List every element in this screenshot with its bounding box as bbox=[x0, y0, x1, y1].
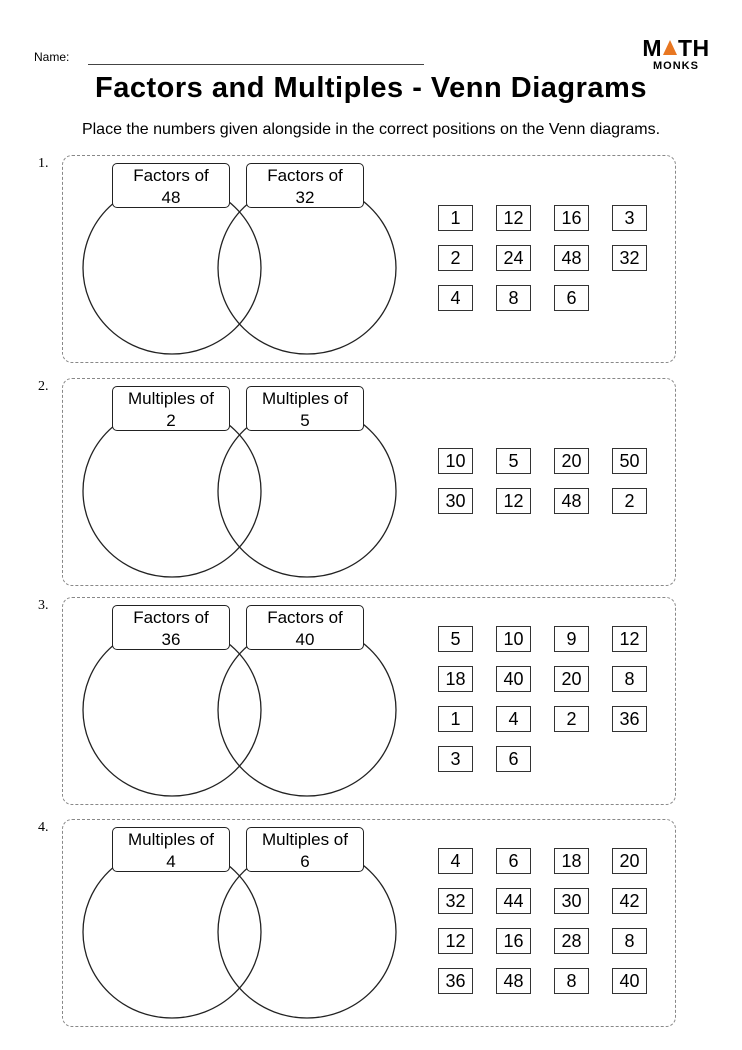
logo-text-right: TH bbox=[678, 35, 710, 61]
number-tile[interactable]: 3 bbox=[612, 205, 647, 231]
set-label-text: Factors of bbox=[133, 166, 209, 185]
number-tile[interactable]: 48 bbox=[554, 488, 589, 514]
question-2-panel bbox=[62, 378, 676, 586]
set-label-left bbox=[112, 163, 230, 208]
number-tile[interactable]: 36 bbox=[438, 968, 473, 994]
instructions: Place the numbers given alongside in the correct positions on the Venn diagrams. bbox=[81, 121, 661, 138]
set-label-number: 4 bbox=[166, 852, 176, 871]
number-tile[interactable]: 48 bbox=[554, 245, 589, 271]
number-tile[interactable]: 16 bbox=[496, 928, 531, 954]
number-tile[interactable]: 4 bbox=[438, 848, 473, 874]
number-tile[interactable]: 4 bbox=[438, 285, 473, 311]
set-label-number: 5 bbox=[300, 411, 310, 430]
logo-text-left: M bbox=[642, 35, 662, 61]
set-label-number: 2 bbox=[166, 411, 176, 430]
set-label-right bbox=[246, 827, 364, 872]
set-label-text: Multiples of bbox=[262, 830, 348, 849]
set-label-text: Multiples of bbox=[128, 830, 214, 849]
set-label-right bbox=[246, 386, 364, 431]
number-tile[interactable]: 5 bbox=[438, 626, 473, 652]
set-label-text: Multiples of bbox=[128, 389, 214, 408]
set-label-text: Multiples of bbox=[262, 389, 348, 408]
number-tile[interactable]: 30 bbox=[438, 488, 473, 514]
set-label-left bbox=[112, 386, 230, 431]
page-title: Factors and Multiples - Venn Diagrams bbox=[95, 72, 647, 104]
number-tile[interactable]: 1 bbox=[438, 706, 473, 732]
number-tile[interactable]: 4 bbox=[496, 706, 531, 732]
number-tile[interactable]: 36 bbox=[612, 706, 647, 732]
number-tile[interactable]: 8 bbox=[612, 928, 647, 954]
number-tile[interactable]: 9 bbox=[554, 626, 589, 652]
number-tile[interactable]: 3 bbox=[438, 746, 473, 772]
set-label-left bbox=[112, 605, 230, 650]
set-label-text: Factors of bbox=[267, 166, 343, 185]
number-tile[interactable]: 10 bbox=[438, 448, 473, 474]
number-tile[interactable]: 42 bbox=[612, 888, 647, 914]
set-label-number: 6 bbox=[300, 852, 310, 871]
set-label-text: Factors of bbox=[267, 608, 343, 627]
question-number: 3. bbox=[38, 598, 49, 613]
number-tile[interactable]: 40 bbox=[496, 666, 531, 692]
number-tile[interactable]: 2 bbox=[554, 706, 589, 732]
number-tile[interactable]: 24 bbox=[496, 245, 531, 271]
number-tile[interactable]: 8 bbox=[554, 968, 589, 994]
set-label-number: 40 bbox=[295, 630, 315, 649]
logo bbox=[636, 36, 716, 72]
number-tile[interactable]: 30 bbox=[554, 888, 589, 914]
set-label-number: 48 bbox=[161, 188, 181, 207]
number-tile[interactable]: 6 bbox=[496, 746, 531, 772]
number-tile[interactable]: 20 bbox=[612, 848, 647, 874]
set-label-text: Factors of bbox=[133, 608, 209, 627]
set-label-right bbox=[246, 605, 364, 650]
number-tile[interactable]: 18 bbox=[554, 848, 589, 874]
number-tile[interactable]: 8 bbox=[612, 666, 647, 692]
number-tile[interactable]: 12 bbox=[496, 488, 531, 514]
number-tile[interactable]: 32 bbox=[438, 888, 473, 914]
number-tile[interactable]: 1 bbox=[438, 205, 473, 231]
question-number: 4. bbox=[38, 820, 49, 835]
set-label-number: 36 bbox=[161, 630, 181, 649]
number-tile[interactable]: 50 bbox=[612, 448, 647, 474]
number-tile[interactable]: 40 bbox=[612, 968, 647, 994]
number-tile[interactable]: 18 bbox=[438, 666, 473, 692]
number-tile[interactable]: 6 bbox=[554, 285, 589, 311]
set-label-right bbox=[246, 163, 364, 208]
number-tile[interactable]: 44 bbox=[496, 888, 531, 914]
number-tile[interactable]: 12 bbox=[496, 205, 531, 231]
number-tile[interactable]: 12 bbox=[438, 928, 473, 954]
number-tile[interactable]: 5 bbox=[496, 448, 531, 474]
number-tile[interactable]: 2 bbox=[612, 488, 647, 514]
number-tile[interactable]: 48 bbox=[496, 968, 531, 994]
number-tile[interactable]: 2 bbox=[438, 245, 473, 271]
number-tile[interactable]: 8 bbox=[496, 285, 531, 311]
number-tile[interactable]: 10 bbox=[496, 626, 531, 652]
set-label-left bbox=[112, 827, 230, 872]
name-line[interactable] bbox=[88, 64, 424, 65]
number-tile[interactable]: 12 bbox=[612, 626, 647, 652]
logo-subtext: MONKS bbox=[653, 60, 699, 72]
number-tile[interactable]: 28 bbox=[554, 928, 589, 954]
number-tile[interactable]: 20 bbox=[554, 448, 589, 474]
number-tile[interactable]: 20 bbox=[554, 666, 589, 692]
name-label: Name: bbox=[34, 50, 70, 64]
question-number: 1. bbox=[38, 156, 49, 171]
number-tile[interactable]: 32 bbox=[612, 245, 647, 271]
number-tile[interactable]: 6 bbox=[496, 848, 531, 874]
number-tile[interactable]: 16 bbox=[554, 205, 589, 231]
set-label-number: 32 bbox=[295, 188, 315, 207]
question-number: 2. bbox=[38, 379, 49, 394]
logo-triangle-icon bbox=[663, 40, 677, 55]
